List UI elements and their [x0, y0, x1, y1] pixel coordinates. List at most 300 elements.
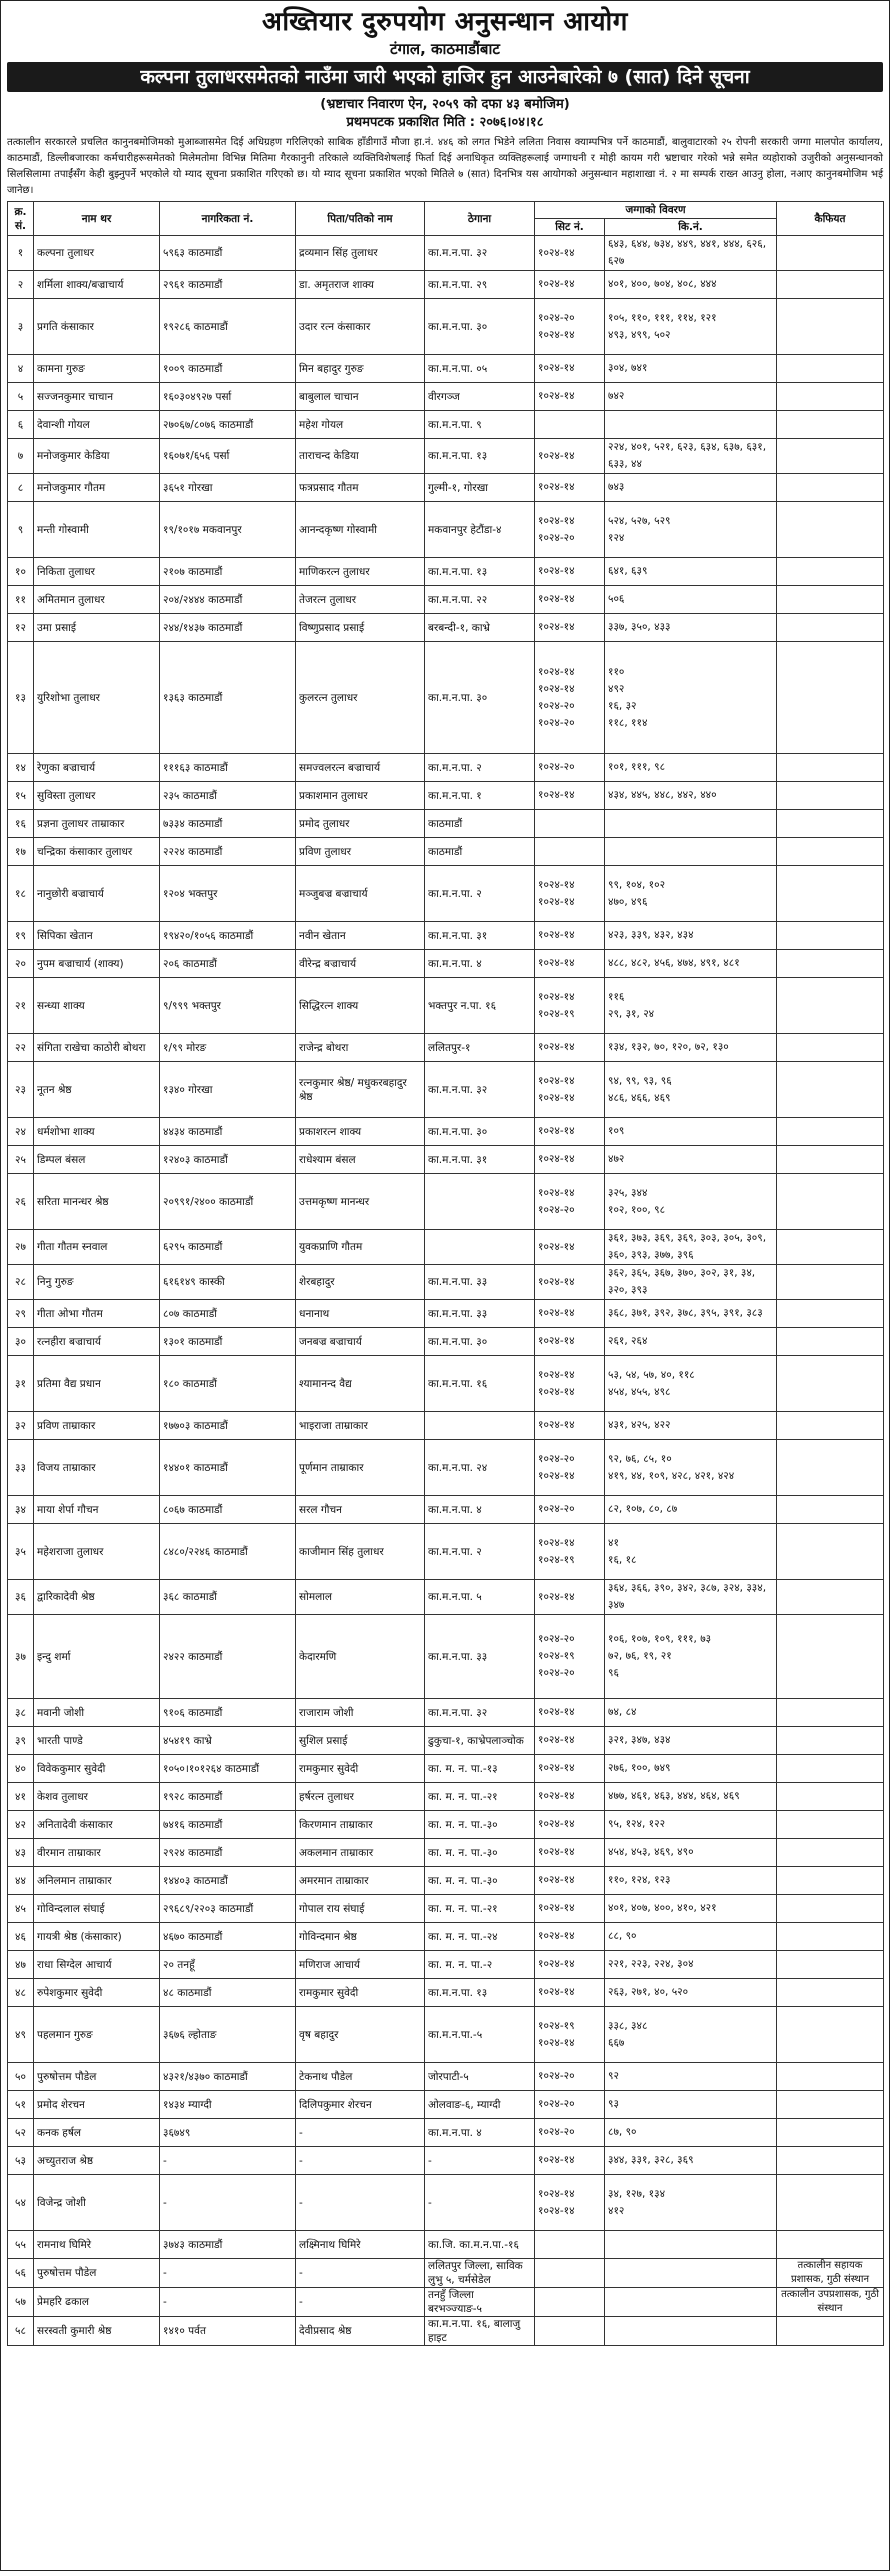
sheet-no: १०२४-२० — [538, 716, 575, 729]
sheet-no: १०२४-२० — [538, 2098, 575, 2110]
cell-remarks — [777, 642, 884, 754]
col-name-header: नाम थर — [34, 202, 160, 236]
cell-kitta — [605, 922, 777, 950]
sheet-no: १०२४-१४ — [538, 1902, 575, 1914]
sheet-no: १०२४-१४ — [538, 990, 575, 1003]
col-citizenship-header: नागरिकता नं. — [160, 202, 296, 236]
cell-father: भाइराजा ताम्राकार — [296, 1412, 425, 1440]
cell-name: सरिता मानन्धर श्रेष्ठ — [34, 1174, 160, 1230]
sheet-no: १०२४-१४ — [538, 481, 575, 493]
notice-banner: कल्पना तुलाधरसमेतको नाउँमा जारी भएको हाजिर हुन आउनेबारेको ७ (सात) दिने सूचना — [7, 62, 883, 92]
sheet-no: १०२४-१४ — [538, 278, 575, 290]
cell-name: उमा प्रसाई — [34, 614, 160, 642]
cell-sn: ४४ — [8, 1867, 34, 1895]
cell-name: शर्मिला शाक्य/बज्राचार्य — [34, 271, 160, 299]
cell-name: प्रेमहरि ढकाल — [34, 2288, 160, 2317]
cell-sn: ४१ — [8, 1783, 34, 1811]
cell-sn: ११ — [8, 586, 34, 614]
cell-citizenship: - — [160, 2288, 296, 2317]
cell-citizenship: १६०३०४९२७ पर्सा — [160, 383, 296, 411]
cell-remarks — [777, 1356, 884, 1412]
cell-kitta — [605, 1811, 777, 1839]
sheet-no: १०२४-१४ — [538, 1275, 575, 1288]
cell-sheet — [535, 474, 605, 502]
cell-address: का.म.न.पा. २४ — [425, 1440, 535, 1496]
cell-address: भक्तपुर न.पा. १६ — [425, 978, 535, 1034]
cell-sheet — [535, 1412, 605, 1440]
cell-address — [425, 1174, 535, 1230]
cell-kitta — [605, 1615, 777, 1699]
cell-remarks — [777, 558, 884, 586]
kitta-no: ४०१, ४००, ७०४, ४०८, ४४४ — [608, 278, 717, 290]
kitta-no: २७६, १००, ७४९ — [608, 1762, 671, 1774]
cell-remarks — [777, 1783, 884, 1811]
cell-sheet — [535, 1174, 605, 1230]
cell-remarks — [777, 2175, 884, 2231]
cell-sn: ३९ — [8, 1727, 34, 1755]
cell-sn: १३ — [8, 642, 34, 754]
cell-sn: ५६ — [8, 2259, 34, 2288]
cell-father: - — [296, 2288, 425, 2317]
cell-name: मनोजकुमार केडिया — [34, 439, 160, 474]
cell-remarks — [777, 1699, 884, 1727]
cell-remarks — [777, 922, 884, 950]
cell-kitta — [605, 866, 777, 922]
cell-sn: २३ — [8, 1062, 34, 1118]
cell-father: वृष बहादुर — [296, 2007, 425, 2063]
cell-name: रेणुका बज्राचार्य — [34, 754, 160, 782]
cell-address: का. म. न. पा.-३० — [425, 1839, 535, 1867]
cell-remarks — [777, 474, 884, 502]
cell-remarks — [777, 271, 884, 299]
cell-name: अनितादेवी कंसाकार — [34, 1811, 160, 1839]
col-father-header: पिता/पतिको नाम — [296, 202, 425, 236]
cell-sheet — [535, 950, 605, 978]
cell-citizenship: ४५४१९ काभ्रे — [160, 1727, 296, 1755]
cell-name: निनु गुरुङ — [34, 1265, 160, 1300]
cell-father: विष्णुप्रसाद प्रसाई — [296, 614, 425, 642]
table-row — [8, 1839, 884, 1867]
cell-remarks — [777, 1300, 884, 1328]
cell-sheet — [535, 1524, 605, 1580]
cell-sheet — [535, 2288, 605, 2317]
kitta-no: ५३, ५४, ५७, ४०, ११८ — [608, 1368, 695, 1381]
kitta-no: ९५, १२४, १२२ — [608, 1818, 666, 1830]
cell-citizenship: १८० काठमाडौं — [160, 1356, 296, 1412]
cell-sheet — [535, 1727, 605, 1755]
kitta-no: ४९३, ४९९, ५०२ — [608, 328, 671, 341]
cell-father: माणिकरत्न तुलाधर — [296, 558, 425, 586]
cell-father: प्रविण तुलाधर — [296, 838, 425, 866]
cell-sn: ५ — [8, 383, 34, 411]
kitta-no: ४१२ — [608, 2204, 625, 2217]
cell-sn: ४८ — [8, 1979, 34, 2007]
cell-kitta — [605, 1923, 777, 1951]
cell-citizenship: ३६७६ ल्होताङ — [160, 2007, 296, 2063]
table-row — [8, 782, 884, 810]
cell-father: हर्षरत्न तुलाधर — [296, 1783, 425, 1811]
kitta-no: १०२, १००, ९८ — [608, 1203, 666, 1216]
cell-sn: १८ — [8, 866, 34, 922]
cell-name: मन्ती गोस्वामी — [34, 502, 160, 558]
cell-name: राधा सिग्देल आचार्य — [34, 1951, 160, 1979]
sheet-no: १०२४-१४ — [538, 1368, 575, 1381]
sheet-no: १०२४-१४ — [538, 2187, 575, 2200]
cell-address: का.म.न.पा. ३१ — [425, 922, 535, 950]
cell-name: अनिलमान ताम्राकार — [34, 1867, 160, 1895]
col-land-header: जग्गाको विवरण — [535, 202, 777, 219]
cell-sheet — [535, 558, 605, 586]
kitta-no: २२१, २२३, २२४, ३०४ — [608, 1958, 694, 1970]
cell-citizenship: ३७४३ काठमाडौं — [160, 2231, 296, 2259]
kitta-no: ९६ — [608, 1667, 619, 1679]
cell-name: मनोजकुमार गौतम — [34, 474, 160, 502]
cell-kitta — [605, 1951, 777, 1979]
sheet-no: १०२४-१४ — [538, 1846, 575, 1858]
cell-name: प्रज्ञना तुलाधर ताम्राकार — [34, 810, 160, 838]
cell-sheet — [535, 411, 605, 439]
table-row — [8, 586, 884, 614]
cell-citizenship: ५९६३ काठमाडौं — [160, 236, 296, 271]
cell-father: पूर्णमान ताम्राकार — [296, 1440, 425, 1496]
table-row — [8, 2288, 884, 2317]
cell-name: माया शेर्पा गौचन — [34, 1496, 160, 1524]
cell-sheet — [535, 1062, 605, 1118]
cell-citizenship: २० तनहूँ — [160, 1951, 296, 1979]
kitta-no: ३६८, ३७१, ३९२, ३७८, ३९५, ३९१, ३८३ — [608, 1307, 763, 1319]
cell-citizenship: ३६७४९ — [160, 2119, 296, 2147]
page-title: अख्तियार दुरुपयोग अनुसन्धान आयोग — [262, 7, 628, 37]
cell-name: गीता ओभा गौतम — [34, 1300, 160, 1328]
cell-name: देवान्शी गोयल — [34, 411, 160, 439]
cell-address: काठमाडौं — [425, 810, 535, 838]
sheet-no: १०२४-१४ — [538, 514, 575, 527]
cell-citizenship: २०९९१/२४०० काठमाडौं — [160, 1174, 296, 1230]
cell-citizenship: ४६७० काठमाडौं — [160, 1923, 296, 1951]
cell-sn: ५४ — [8, 2175, 34, 2231]
cell-citizenship: - — [160, 2259, 296, 2288]
cell-address: का.म.न.पा. ४ — [425, 950, 535, 978]
cell-citizenship: १३६३ काठमाडौं — [160, 642, 296, 754]
kitta-no: ११६ — [608, 990, 625, 1003]
cell-address: काठमाडौं — [425, 838, 535, 866]
kitta-no: ३४, १२७, १३४ — [608, 2187, 666, 2200]
cell-father: सोमलाल — [296, 1580, 425, 1615]
cell-name: प्रगति कंसाकार — [34, 299, 160, 355]
kitta-no: १०१, १११, ९८ — [608, 761, 666, 773]
cell-sn: ३६ — [8, 1580, 34, 1615]
cell-name: सिपिका खेतान — [34, 922, 160, 950]
cell-address: ललितपुर-१ — [425, 1034, 535, 1062]
table-row — [8, 2175, 884, 2231]
cell-address: मकवानपुर हेटौंडा-४ — [425, 502, 535, 558]
cell-father: प्रमोद तुलाधर — [296, 810, 425, 838]
sheet-no: १०२४-१४ — [538, 1762, 575, 1774]
cell-sn: ४९ — [8, 2007, 34, 2063]
cell-citizenship: ६१६१४९ कास्की — [160, 1265, 296, 1300]
cell-kitta — [605, 1580, 777, 1615]
cell-name: भारती पाण्डे — [34, 1727, 160, 1755]
cell-kitta — [605, 978, 777, 1034]
cell-kitta — [605, 1300, 777, 1328]
cell-father: - — [296, 2119, 425, 2147]
cell-remarks — [777, 1895, 884, 1923]
kitta-no: ८७, ९० — [608, 2126, 637, 2138]
sheet-no: १०२४-१४ — [538, 789, 575, 801]
cell-name: वीरमान ताम्राकार — [34, 1839, 160, 1867]
cell-father: अकलमान ताम्राकार — [296, 1839, 425, 1867]
cell-name: कनक हर्षल — [34, 2119, 160, 2147]
sheet-no: १०२४-२० — [538, 1503, 575, 1515]
cell-address: का.म.न.पा. ३२ — [425, 1062, 535, 1118]
cell-remarks — [777, 754, 884, 782]
cell-kitta — [605, 2063, 777, 2091]
kitta-no: ४७०, ४९६ — [608, 895, 648, 908]
sheet-no: १०२४-२० — [538, 2126, 575, 2138]
cell-sheet — [535, 1867, 605, 1895]
cell-remarks — [777, 838, 884, 866]
cell-citizenship: १९/१०१७ मकवानपुर — [160, 502, 296, 558]
cell-father: डा. अमृतराज शाक्य — [296, 271, 425, 299]
cell-father: शेरबहादुर — [296, 1265, 425, 1300]
cell-citizenship: - — [160, 2147, 296, 2175]
intro-paragraph: तत्कालीन सरकारले प्रचलित कानुनबमोजिमको मुआब्जासमेत दिई अधिग्रहण गरिलिएको साबिक हाँडीगाउँ मौजा हा.नं. ४४६ को लगत भिडेने ललिता निवास क्याम्पभित्र पर्ने काठमाडौं, बालुवाटारको २५ रोपनी सरकारी जग्गा मालपोत कार्यालय, काठमाडौं, डिल्लीबजारका कर्मचारीहरूसमेतको मिलेमतोमा विभिन्न मितिमा गैरकानुनी तरिकाले व्यक्तिविशेषलाई फिर्ता दिई अनाधिकृत व्यक्तिहरूलाई जग्गाधनी र मोही कायम गरी भ्रष्टाचार गरेको भन्ने समेत व्यहोराको उजुरीको अनुसन्धानको सिलसिलामा तपाईंसँग केही बुझ्नुपर्ने भएकोले यो म्याद सूचना प्रकाशित गरिएको छ। यो म्याद सूचना प्रकाशित भएको मितिले ७ (सात) दिनभित्र यस आयोगको अनुसन्धान महाशाखा नं. २ मा सम्पर्क राख्न आउनु होला, नआए कानुनबमोजिम भई जानेछ। — [7, 137, 883, 196]
sheet-no: १०२४-१९ — [538, 1650, 575, 1662]
kitta-no: १०६, १०७, १०९, १११, ७३ — [608, 1633, 712, 1645]
cell-name: पुरुषोत्तम पौडेल — [34, 2063, 160, 2091]
sheet-no: १०२४-२० — [538, 699, 575, 712]
cell-kitta — [605, 355, 777, 383]
table-row — [8, 2147, 884, 2175]
cell-sn: १२ — [8, 614, 34, 642]
cell-citizenship: १११६३ काठमाडौं — [160, 754, 296, 782]
cell-sheet — [535, 2119, 605, 2147]
cell-father: रामकुमार सुवेदी — [296, 1979, 425, 2007]
cell-sheet — [535, 1230, 605, 1265]
cell-address: का.म.न.पा. ०५ — [425, 355, 535, 383]
cell-kitta — [605, 754, 777, 782]
cell-address: का.म.न.पा. २ — [425, 1524, 535, 1580]
cell-citizenship: १२४०३ काठमाडौं — [160, 1146, 296, 1174]
cell-remarks — [777, 810, 884, 838]
cell-address: का.म.न.पा. २२ — [425, 586, 535, 614]
cell-remarks — [777, 2119, 884, 2147]
cell-kitta — [605, 642, 777, 754]
kitta-no: १२४ — [608, 531, 625, 544]
cell-citizenship: २९६८९/२२०३ काठमाडौं — [160, 1895, 296, 1923]
cell-name: कल्पना तुलाधर — [34, 236, 160, 271]
cell-sheet — [535, 1839, 605, 1867]
kitta-no: ४१९, ४४, १०९, ४२८, ४२१, ४२४ — [608, 1469, 735, 1482]
cell-address: का.म.न.पा. १६ — [425, 1356, 535, 1412]
sheet-no: १०२४-२० — [538, 1452, 575, 1465]
kitta-no: ३३८, ३४८ — [608, 2019, 648, 2032]
cell-sn: ३२ — [8, 1412, 34, 1440]
cell-remarks — [777, 1951, 884, 1979]
col-sheet-header: सिट नं. — [535, 219, 605, 236]
cell-address: का.म.न.पा. ४ — [425, 1496, 535, 1524]
table-row — [8, 2119, 884, 2147]
cell-sheet — [535, 2091, 605, 2119]
cell-kitta — [605, 1867, 777, 1895]
cell-address: का. म. न. पा.-२४ — [425, 1923, 535, 1951]
cell-citizenship: ८४८०/२२४६ काठमाडौं — [160, 1524, 296, 1580]
kitta-no: ४०१, ४०७, ४००, ४१०, ४२१ — [608, 1902, 717, 1914]
cell-remarks — [777, 1839, 884, 1867]
cell-address — [425, 1412, 535, 1440]
cell-sn: ३५ — [8, 1524, 34, 1580]
kitta-no: १६, ३२ — [608, 699, 637, 712]
table-row — [8, 1923, 884, 1951]
cell-remarks — [777, 1174, 884, 1230]
kitta-no: ७४२ — [608, 390, 625, 402]
table-row — [8, 299, 884, 355]
cell-address: - — [425, 2175, 535, 2231]
table-row — [8, 1230, 884, 1265]
cell-sheet — [535, 1811, 605, 1839]
cell-father: द्रव्यमान सिंह तुलाधर — [296, 236, 425, 271]
cell-sn: ५७ — [8, 2288, 34, 2317]
cell-name: पहलमान गुरुङ — [34, 2007, 160, 2063]
cell-sn: ३ — [8, 299, 34, 355]
cell-sheet — [535, 1265, 605, 1300]
cell-remarks — [777, 299, 884, 355]
cell-citizenship: २२२४ काठमाडौं — [160, 838, 296, 866]
cell-address: का.म.न.पा. ४ — [425, 2119, 535, 2147]
cell-sn: ३३ — [8, 1440, 34, 1496]
sheet-no: १०२४-२० — [538, 761, 575, 773]
cell-sn: ८ — [8, 474, 34, 502]
table-row — [8, 978, 884, 1034]
cell-citizenship: १७७०३ काठमाडौं — [160, 1412, 296, 1440]
person-table — [7, 201, 884, 2346]
cell-kitta — [605, 271, 777, 299]
col-remarks-header: कैफियत — [777, 202, 884, 236]
sheet-no: १०२४-१४ — [538, 621, 575, 633]
kitta-no: २९, ३१, २४ — [608, 1007, 655, 1020]
cell-sheet — [535, 439, 605, 474]
cell-citizenship: २९२४ काठमाडौं — [160, 1839, 296, 1867]
cell-citizenship: २०४/२४४४ काठमाडौं — [160, 586, 296, 614]
cell-sheet — [535, 502, 605, 558]
table-row — [8, 1727, 884, 1755]
cell-sheet — [535, 1328, 605, 1356]
cell-father: काजीमान सिंह तुलाधर — [296, 1524, 425, 1580]
cell-name: रत्नहीरा बज्राचार्य — [34, 1328, 160, 1356]
cell-sheet — [535, 754, 605, 782]
kitta-no: ६४१, ६३९ — [608, 565, 648, 577]
cell-sheet — [535, 810, 605, 838]
kitta-no: ८८, ९० — [608, 1930, 637, 1942]
table-row — [8, 383, 884, 411]
cell-address: वीरगञ्ज — [425, 383, 535, 411]
cell-name: प्रविण ताम्राकार — [34, 1412, 160, 1440]
cell-sn: ५० — [8, 2063, 34, 2091]
cell-citizenship: १२०४ भक्तपुर — [160, 866, 296, 922]
kitta-no: ११० — [608, 665, 625, 678]
cell-kitta — [605, 1755, 777, 1783]
cell-sheet — [535, 2259, 605, 2288]
sheet-no: १०२४-१४ — [538, 593, 575, 605]
cell-citizenship: १००९ काठमाडौं — [160, 355, 296, 383]
cell-remarks — [777, 383, 884, 411]
cell-remarks — [777, 439, 884, 474]
sheet-no: १०२४-१४ — [538, 362, 575, 374]
sheet-no: १०२४-१४ — [538, 1469, 575, 1482]
cell-sn: २६ — [8, 1174, 34, 1230]
kitta-no: ११०, १२४, १२३ — [608, 1874, 671, 1886]
cell-remarks — [777, 236, 884, 271]
kitta-no: ४९२ — [608, 682, 625, 695]
cell-remarks — [777, 586, 884, 614]
cell-citizenship: २९६१ काठमाडौं — [160, 271, 296, 299]
cell-kitta — [605, 586, 777, 614]
cell-sn: २४ — [8, 1118, 34, 1146]
sheet-no: १०२४-१४ — [538, 246, 575, 259]
cell-sheet — [535, 1895, 605, 1923]
cell-address: का.म.न.पा. ३२ — [425, 236, 535, 271]
cell-citizenship: १६०७१/६५६ पर्सा — [160, 439, 296, 474]
cell-kitta — [605, 2288, 777, 2317]
cell-kitta — [605, 1524, 777, 1580]
kitta-no: २२४, ४०१, ५२१, ६२३, ६३४, ६३७, ६३१, ६३३, ४४ — [608, 441, 767, 470]
cell-citizenship: १९४२०/१०५६ काठमाडौं — [160, 922, 296, 950]
cell-address: का.म.न.पा. १३ — [425, 558, 535, 586]
cell-address: का. म. न. पा.-३० — [425, 1811, 535, 1839]
table-row — [8, 2231, 884, 2259]
cell-father: - — [296, 2147, 425, 2175]
table-row — [8, 2063, 884, 2091]
cell-remarks — [777, 950, 884, 978]
cell-name: विजेन्द्र जोशी — [34, 2175, 160, 2231]
table-row — [8, 754, 884, 782]
cell-citizenship: २४२२ काठमाडौं — [160, 1615, 296, 1699]
cell-name: धर्मशोभा शाक्य — [34, 1118, 160, 1146]
cell-sheet — [535, 642, 605, 754]
kitta-no: ७२, ७६, १९, २१ — [608, 1650, 672, 1662]
cell-address: का.म.न.पा. ३३ — [425, 1615, 535, 1699]
table-row — [8, 2007, 884, 2063]
cell-father: केदारमणि — [296, 1615, 425, 1699]
kitta-no: ९२, ७६, ८५, १० — [608, 1452, 672, 1465]
cell-remarks — [777, 355, 884, 383]
table-row — [8, 810, 884, 838]
cell-citizenship: २३५ काठमाडौं — [160, 782, 296, 810]
table-row — [8, 502, 884, 558]
cell-address: का.जि. का.म.न.पा.-१६ — [425, 2231, 535, 2259]
cell-father: उदार रत्न कंसाकार — [296, 299, 425, 355]
sheet-no: १०२४-१४ — [538, 1335, 575, 1347]
cell-citizenship: ९१०६ काठमाडौं — [160, 1699, 296, 1727]
cell-father: देवीप्रसाद श्रेष्ठ — [296, 2317, 425, 2346]
cell-address: का.म.न.पा. ३१ — [425, 1146, 535, 1174]
cell-remarks — [777, 1034, 884, 1062]
cell-remarks — [777, 1524, 884, 1580]
cell-sheet — [535, 2147, 605, 2175]
kitta-no: ३६१, ३७३, ३६९, ३६९, ३०३, ३०५, ३०९, ३६०, ३९३, ३७७, ३९६ — [608, 1232, 767, 1261]
cell-sn: १० — [8, 558, 34, 586]
cell-name: निकिता तुलाधर — [34, 558, 160, 586]
cell-sn: ५१ — [8, 2091, 34, 2119]
cell-sheet — [535, 1034, 605, 1062]
table-row — [8, 558, 884, 586]
cell-kitta — [605, 1230, 777, 1265]
kitta-no: १३४, १३२, ७०, १२०, ७२, १३० — [608, 1041, 729, 1053]
table-row — [8, 439, 884, 474]
kitta-no: ७४, ८४ — [608, 1706, 637, 1718]
cell-sn: ४ — [8, 355, 34, 383]
cell-father: श्यामानन्द वैद्य — [296, 1356, 425, 1412]
